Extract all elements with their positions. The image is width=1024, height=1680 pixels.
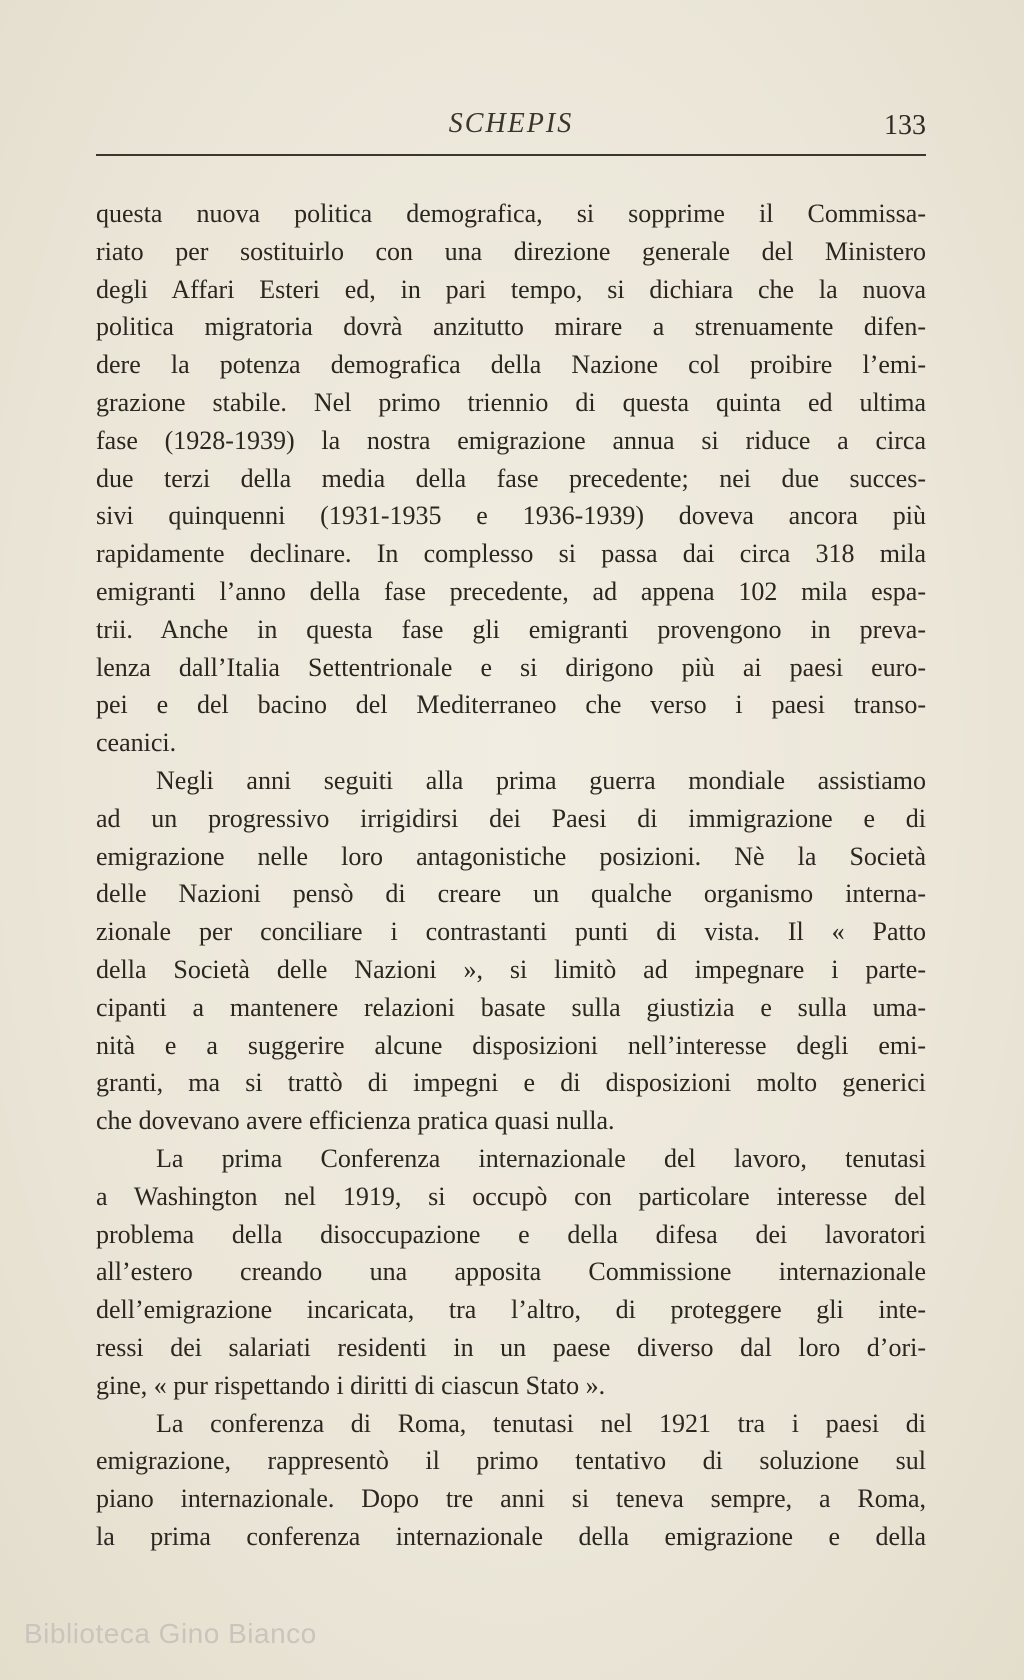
text-line: emigrazione nelle loro antagonistiche posizioni. Nè la Società — [96, 841, 926, 871]
text-line: grazione stabile. Nel primo triennio di questa quinta ed ultima — [96, 387, 926, 417]
running-title: SCHEPIS — [448, 108, 574, 139]
text-line: pei e del bacino del Mediterraneo che verso i paesi transo- — [96, 690, 926, 720]
paragraph-2 — [96, 762, 926, 1140]
paragraph-3 — [96, 1140, 926, 1405]
text-line: a Washington nel 1919, si occupò con particolare interesse del — [96, 1181, 926, 1211]
text-line: nità e a suggerire alcune disposizioni nell’interesse degli emi- — [96, 1030, 926, 1060]
text-line: granti, ma si trattò di impegni e di disposizioni molto generici — [96, 1068, 926, 1098]
text-line: zionale per conciliare i contrastanti punti di vista. Il « Patto — [96, 917, 926, 947]
text-line: La prima Conferenza internazionale del lavoro, tenutasi — [156, 1143, 926, 1173]
text-line: emigranti l’anno della fase precedente, ad appena 102 mila espa- — [96, 576, 926, 606]
header-rule — [96, 154, 926, 156]
text-line: dere la potenza demografica della Nazione col proibire l’emi- — [96, 350, 926, 380]
text-line: problema della disoccupazione e della difesa dei lavoratori — [96, 1219, 926, 1249]
text-line: ressi dei salariati residenti in un paese diverso dal loro d’ori- — [96, 1332, 926, 1362]
library-watermark: Biblioteca Gino Bianco — [24, 1618, 317, 1649]
text-line: emigrazione, rappresentò il primo tentativo di soluzione sul — [96, 1446, 926, 1476]
text-line: della Società delle Nazioni », si limitò ad impegnare i parte- — [96, 954, 926, 984]
text-line: gine, « pur rispettando i diritti di ciascun Stato ». — [96, 1370, 606, 1400]
text-line: Negli anni seguiti alla prima guerra mondiale assistiamo — [156, 765, 926, 795]
text-line: due terzi della media della fase precedente; nei due succes- — [96, 463, 926, 493]
paragraph-4 — [96, 1405, 926, 1556]
text-line: all’estero creando una apposita Commissione internazionale — [96, 1257, 926, 1287]
page-number: 133 — [884, 110, 926, 141]
paragraph-1 — [96, 195, 926, 762]
running-head — [96, 104, 926, 144]
text-line: la prima conferenza internazionale della emigrazione e della — [96, 1521, 926, 1551]
text-line: rapidamente declinare. In complesso si passa dai circa 318 mila — [96, 539, 926, 569]
text-line: che dovevano avere efficienza pratica quasi nulla. — [96, 1106, 615, 1136]
text-line: questa nuova politica demografica, si sopprime il Commissa- — [96, 199, 926, 228]
text-line: cipanti a mantenere relazioni basate sulla giustizia e sulla uma- — [96, 992, 926, 1022]
text-line: piano internazionale. Dopo tre anni si teneva sempre, a Roma, — [96, 1484, 926, 1514]
body-text — [96, 195, 926, 1556]
text-line: fase (1928-1939) la nostra emigrazione annua si riduce a circa — [96, 425, 926, 455]
text-line: ceanici. — [96, 728, 177, 758]
text-line: sivi quinquenni (1931-1935 e 1936-1939) doveva ancora più — [96, 501, 926, 531]
text-line: delle Nazioni pensò di creare un qualche organismo interna- — [96, 879, 926, 909]
text-line: riato per sostituirlo con una direzione generale del Ministero — [96, 236, 926, 266]
text-line: ad un progressivo irrigidirsi dei Paesi di immigrazione e di — [96, 803, 926, 833]
text-line: La conferenza di Roma, tenutasi nel 1921 tra i paesi di — [156, 1408, 926, 1438]
text-line: degli Affari Esteri ed, in pari tempo, si dichiara che la nuova — [96, 274, 926, 304]
text-line: politica migratoria dovrà anzitutto mirare a strenuamente difen- — [96, 312, 926, 342]
text-line: dell’emigrazione incaricata, tra l’altro, di proteggere gli inte- — [96, 1295, 926, 1325]
text-line: trii. Anche in questa fase gli emigranti provengono in preva- — [96, 614, 926, 644]
text-line: lenza dall’Italia Settentrionale e si dirigono più ai paesi euro- — [96, 652, 926, 682]
